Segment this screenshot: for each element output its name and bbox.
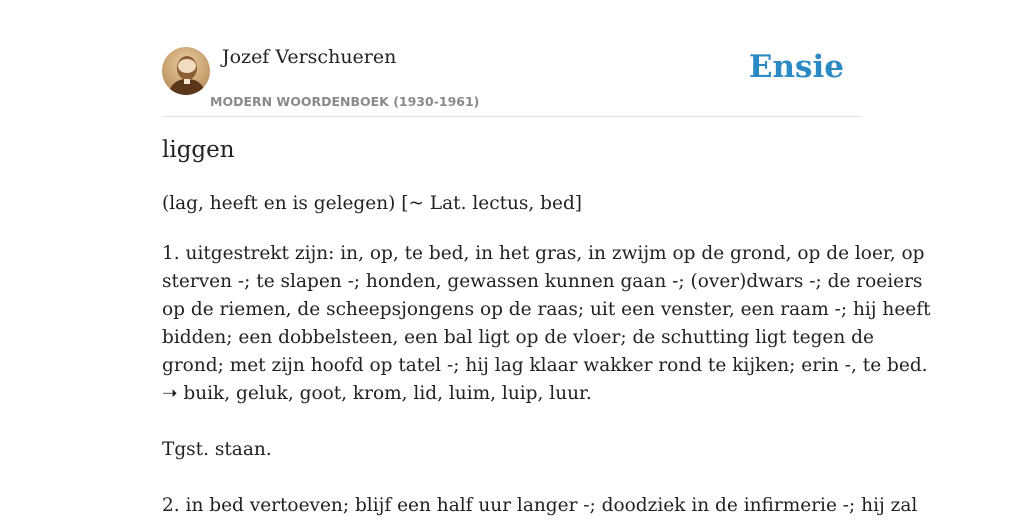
definition-line: sterven -; te slapen -; honden, gewassen kunnen gaan -; (over)dwars -; de roeiers bbox=[162, 271, 923, 292]
entry-grammar: (lag, heeft en is gelegen) [~ Lat. lectus, bed] bbox=[162, 193, 583, 214]
entry-headword: liggen bbox=[162, 137, 235, 163]
definition-line: 2. in bed vertoeven; blijf een half uur langer -; doodziek in de infirmerie -; hij zal bbox=[162, 495, 918, 516]
source-title[interactable]: MODERN WOORDENBOEK (1930-1961) bbox=[210, 94, 480, 109]
definition-line: op de riemen, de scheepsjongens op de raas; uit een venster, een raam -; hij heeft bbox=[162, 299, 931, 320]
definition-line: 1. uitgestrekt zijn: in, op, te bed, in het gras, in zwijm op de grond, op de loer, op bbox=[162, 243, 925, 264]
definition-line: bidden; een dobbelsteen, een bal ligt op de vloer; de schutting ligt tegen de bbox=[162, 327, 874, 348]
definition-line: ➝ buik, geluk, goot, krom, lid, luim, luip, luur. bbox=[162, 383, 592, 404]
definition-spacer bbox=[162, 408, 862, 436]
definition-spacer bbox=[162, 464, 862, 492]
definition-line: grond; met zijn hoofd op tatel -; hij lag klaar wakker rond te kijken; erin -, te bed. bbox=[162, 355, 928, 376]
portrait-image bbox=[162, 47, 210, 95]
definition-line: Tgst. staan. bbox=[162, 439, 272, 460]
author-name[interactable]: Jozef Verschueren bbox=[222, 46, 397, 68]
page bbox=[162, 0, 931, 516]
ensie-logo[interactable]: Ensie bbox=[748, 49, 844, 85]
header bbox=[162, 44, 862, 117]
entry-definition bbox=[162, 240, 931, 520]
author-avatar[interactable] bbox=[162, 47, 210, 95]
